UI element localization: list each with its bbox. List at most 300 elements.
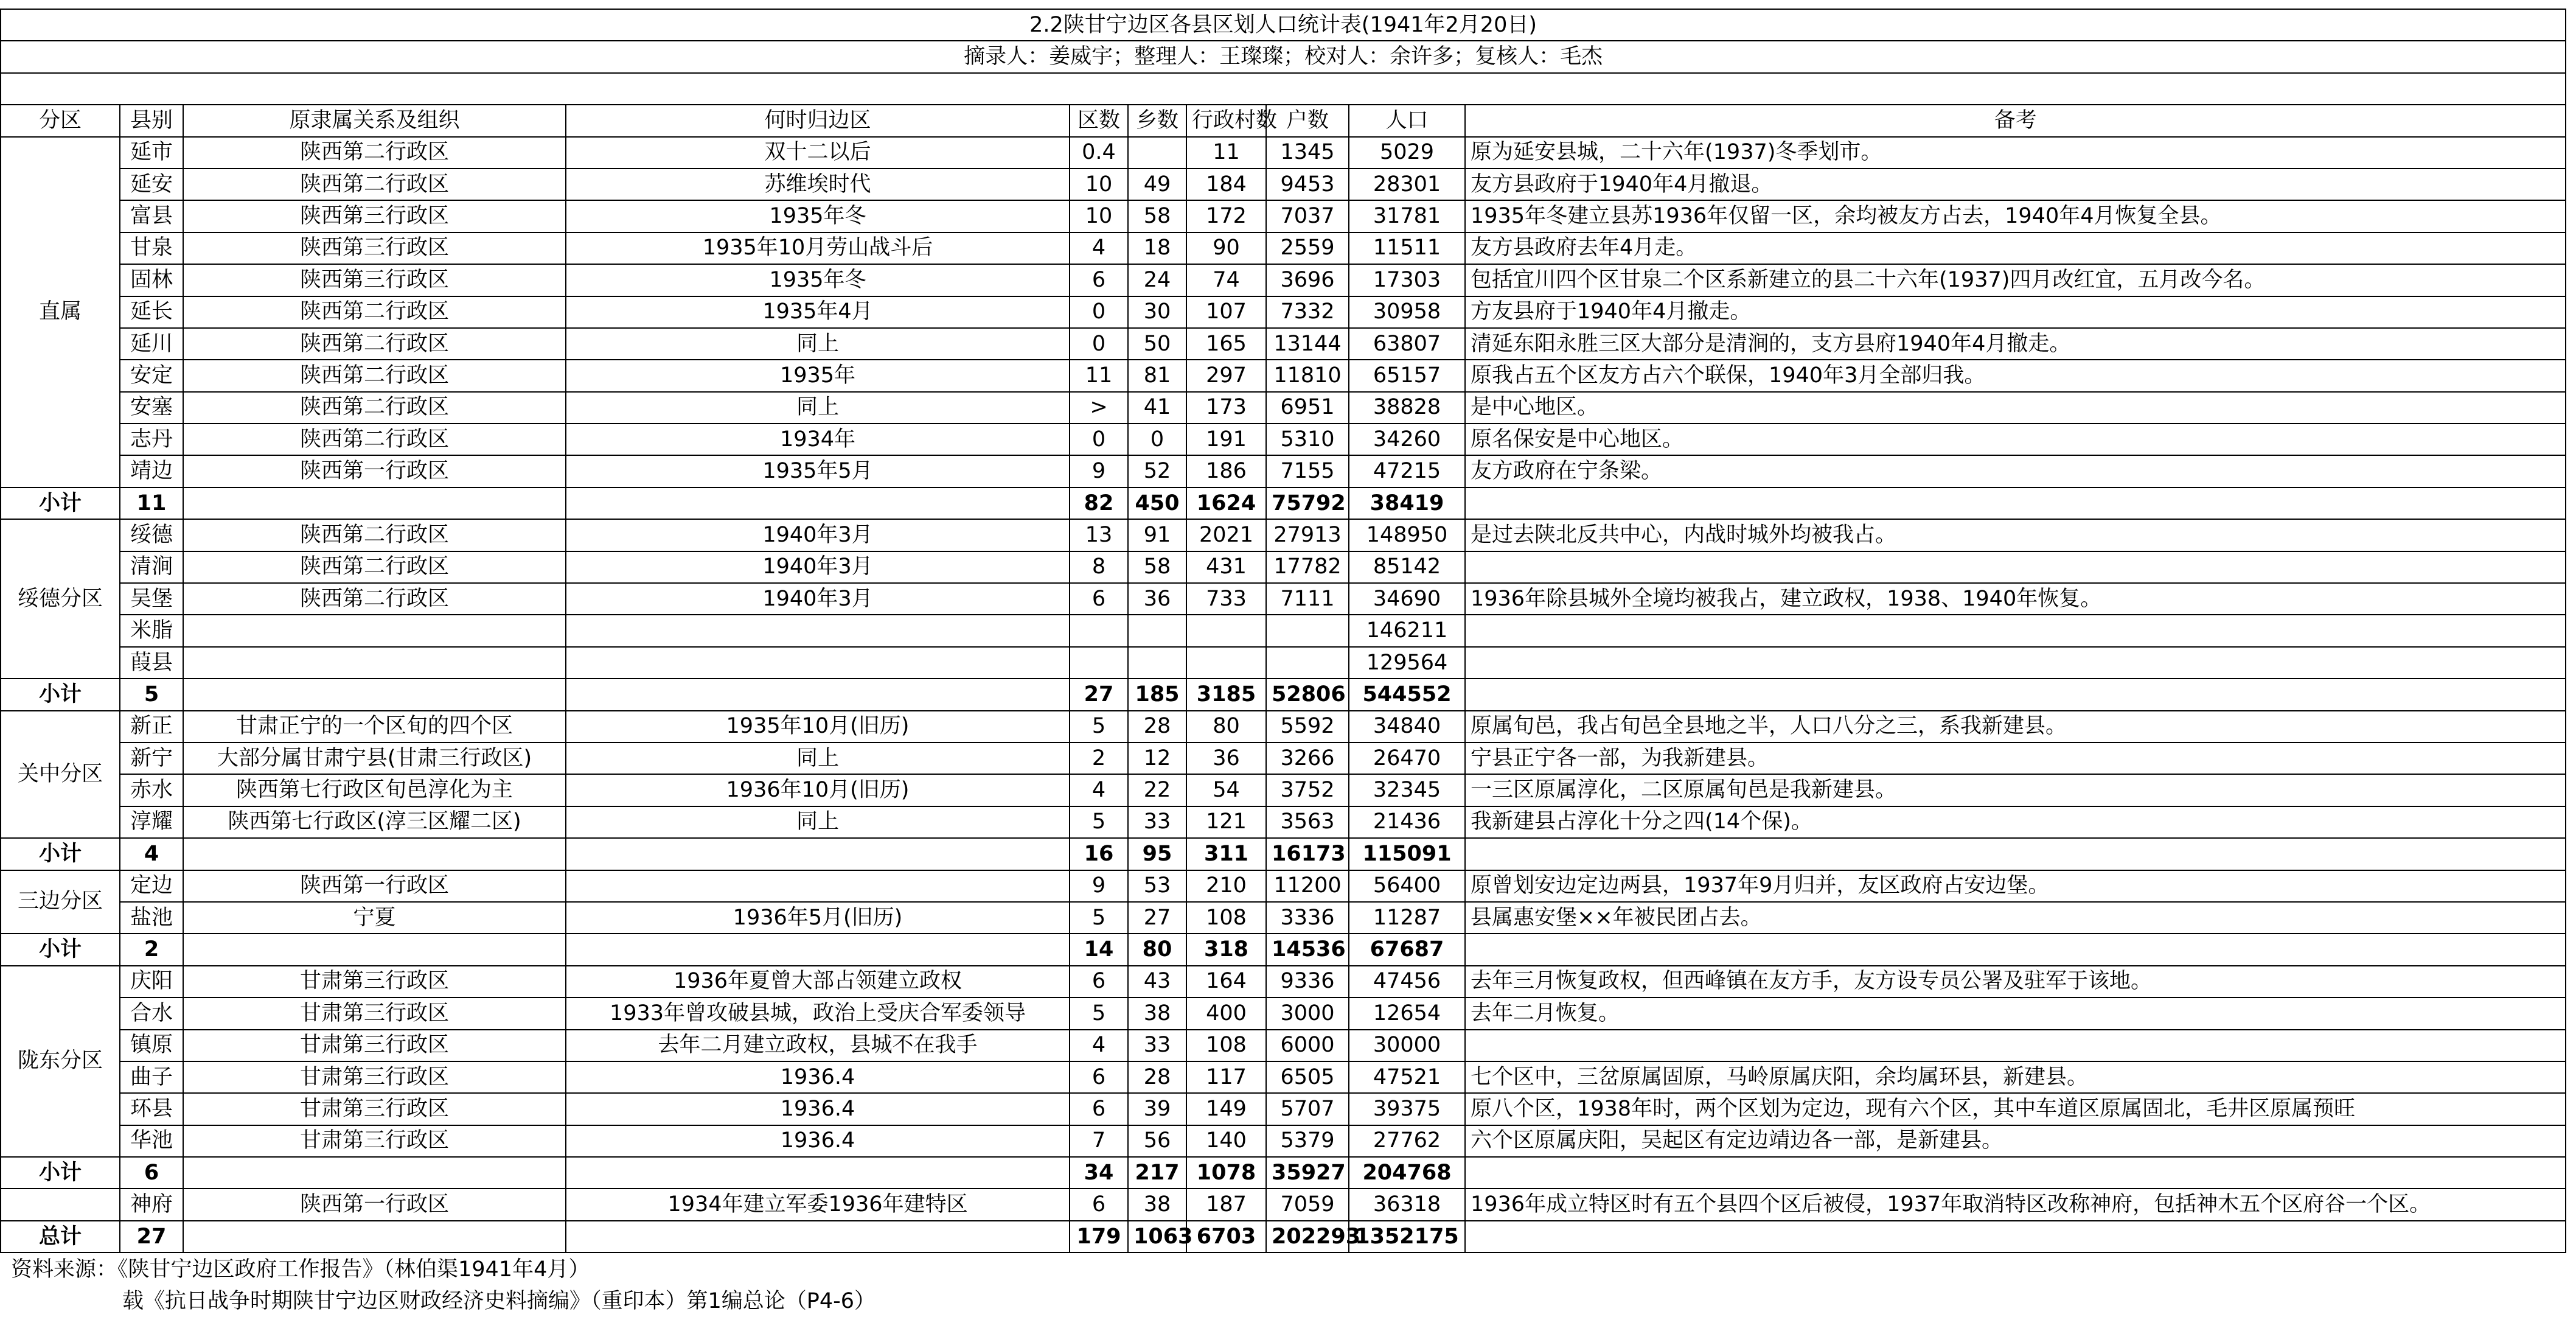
table-row — [1, 200, 2566, 232]
table-row — [1, 264, 2566, 296]
population-cell: 65157 — [1349, 360, 1465, 391]
townships-cell: 36 — [1128, 583, 1186, 615]
join-time-cell: 1935年10月(旧历) — [566, 711, 1070, 742]
districts-cell: 5 — [1070, 806, 1128, 838]
subtotal-value: 217 — [1128, 1157, 1186, 1189]
population-cell: 34690 — [1349, 583, 1465, 615]
county-cell: 固林 — [120, 264, 183, 296]
affiliation-cell: 甘肃第三行政区 — [183, 966, 566, 997]
affiliation-cell: 宁夏 — [183, 902, 566, 934]
households-cell: 13144 — [1266, 328, 1349, 360]
districts-cell: 7 — [1070, 1125, 1128, 1157]
subtotal-value: 38419 — [1349, 487, 1465, 519]
subtotal-county-count: 5 — [120, 679, 183, 710]
table-row — [1, 551, 2566, 583]
townships-cell — [1128, 647, 1186, 679]
townships-cell: 53 — [1128, 870, 1186, 902]
households-cell: 5592 — [1266, 711, 1349, 742]
households-cell: 6000 — [1266, 1030, 1349, 1061]
subtotal-value: 82 — [1070, 487, 1128, 519]
join-time-cell: 1936.4 — [566, 1125, 1070, 1157]
villages-cell: 297 — [1186, 360, 1266, 391]
join-time-cell: 1936年10月(旧历) — [566, 774, 1070, 806]
county-cell: 定边 — [120, 870, 183, 902]
join-time-cell: 1940年3月 — [566, 551, 1070, 583]
households-cell: 7155 — [1266, 455, 1349, 487]
villages-cell: 210 — [1186, 870, 1266, 902]
districts-cell: 0 — [1070, 424, 1128, 455]
subtotal-value: 75792 — [1266, 487, 1349, 519]
subtotal-value: 318 — [1186, 934, 1266, 965]
townships-cell: 30 — [1128, 296, 1186, 328]
districts-cell: 4 — [1070, 774, 1128, 806]
villages-cell: 187 — [1186, 1189, 1266, 1220]
table-row — [1, 711, 2566, 742]
districts-cell: 8 — [1070, 551, 1128, 583]
subtotal-value: 311 — [1186, 838, 1266, 870]
remarks-cell — [1465, 1030, 2566, 1061]
affiliation-cell: 陕西第二行政区 — [183, 583, 566, 615]
townships-cell: 39 — [1128, 1093, 1186, 1125]
remarks-cell: 是过去陕北反共中心，内战时城外均被我占。 — [1465, 519, 2566, 551]
townships-cell — [1128, 615, 1186, 646]
subtotal-value: 204768 — [1349, 1157, 1465, 1189]
county-cell: 安定 — [120, 360, 183, 391]
empty-cell — [566, 838, 1070, 870]
subtotal-value: 16173 — [1266, 838, 1349, 870]
districts-cell: 10 — [1070, 200, 1128, 232]
remarks-cell: 宁县正宁各一部，为我新建县。 — [1465, 742, 2566, 774]
affiliation-cell: 陕西第七行政区旬邑淳化为主 — [183, 774, 566, 806]
county-cell: 环县 — [120, 1093, 183, 1125]
households-cell: 7059 — [1266, 1189, 1349, 1220]
districts-cell: 0 — [1070, 296, 1128, 328]
villages-cell: 54 — [1186, 774, 1266, 806]
subtotal-label: 小计 — [1, 934, 120, 965]
empty-cell — [183, 679, 566, 710]
remarks-cell: 方友县府于1940年4月撤走。 — [1465, 296, 2566, 328]
col-header-county: 县别 — [120, 105, 183, 136]
county-cell: 清涧 — [120, 551, 183, 583]
county-cell: 延市 — [120, 137, 183, 169]
table-row — [1, 966, 2566, 997]
villages-cell: 107 — [1186, 296, 1266, 328]
county-cell: 淳耀 — [120, 806, 183, 838]
table-row — [1, 615, 2566, 646]
districts-cell: 5 — [1070, 711, 1128, 742]
join-time-cell: 1935年10月劳山战斗后 — [566, 232, 1070, 264]
households-cell: 9453 — [1266, 169, 1349, 200]
villages-cell: 172 — [1186, 200, 1266, 232]
population-cell: 47215 — [1349, 455, 1465, 487]
empty-cell — [566, 1157, 1070, 1189]
population-cell: 5029 — [1349, 137, 1465, 169]
join-time-cell: 苏维埃时代 — [566, 169, 1070, 200]
villages-cell: 400 — [1186, 997, 1266, 1029]
districts-cell: 9 — [1070, 455, 1128, 487]
villages-cell: 74 — [1186, 264, 1266, 296]
total-county-count: 27 — [120, 1221, 183, 1252]
districts-cell: 10 — [1070, 169, 1128, 200]
population-cell: 47456 — [1349, 966, 1465, 997]
population-cell: 27762 — [1349, 1125, 1465, 1157]
affiliation-cell: 甘肃正宁的一个区旬的四个区 — [183, 711, 566, 742]
total-value: 1352175 — [1349, 1221, 1465, 1252]
region-cell — [1, 1189, 120, 1220]
households-cell: 11810 — [1266, 360, 1349, 391]
townships-cell: 56 — [1128, 1125, 1186, 1157]
population-cell: 32345 — [1349, 774, 1465, 806]
townships-cell: 38 — [1128, 1189, 1186, 1220]
population-cell: 12654 — [1349, 997, 1465, 1029]
county-cell: 华池 — [120, 1125, 183, 1157]
villages-cell: 108 — [1186, 1030, 1266, 1061]
villages-cell: 164 — [1186, 966, 1266, 997]
join-time-cell: 1940年3月 — [566, 519, 1070, 551]
population-cell: 146211 — [1349, 615, 1465, 646]
join-time-cell: 1935年5月 — [566, 455, 1070, 487]
townships-cell: 91 — [1128, 519, 1186, 551]
county-cell: 富县 — [120, 200, 183, 232]
subtotal-value: 67687 — [1349, 934, 1465, 965]
subtotal-value: 14536 — [1266, 934, 1349, 965]
empty-cell — [1465, 487, 2566, 519]
villages-cell — [1186, 615, 1266, 646]
townships-cell: 52 — [1128, 455, 1186, 487]
affiliation-cell: 陕西第一行政区 — [183, 1189, 566, 1220]
remarks-cell — [1465, 647, 2566, 679]
townships-cell: 27 — [1128, 902, 1186, 934]
join-time-cell: 1934年 — [566, 424, 1070, 455]
households-cell: 27913 — [1266, 519, 1349, 551]
villages-cell: 108 — [1186, 902, 1266, 934]
districts-cell — [1070, 647, 1128, 679]
villages-cell: 117 — [1186, 1061, 1266, 1093]
table-row — [1, 296, 2566, 328]
join-time-cell: 1936年5月(旧历) — [566, 902, 1070, 934]
join-time-cell: 1933年曾攻破县城，政治上受庆合军委领导 — [566, 997, 1070, 1029]
subtotal-county-count: 11 — [120, 487, 183, 519]
county-cell: 米脂 — [120, 615, 183, 646]
county-cell: 葭县 — [120, 647, 183, 679]
population-cell: 28301 — [1349, 169, 1465, 200]
remarks-cell: 1936年除县城外全境均被我占，建立政权，1938、1940年恢复。 — [1465, 583, 2566, 615]
affiliation-cell: 陕西第三行政区 — [183, 232, 566, 264]
villages-cell: 191 — [1186, 424, 1266, 455]
subtotal-value: 95 — [1128, 838, 1186, 870]
population-cell: 36318 — [1349, 1189, 1465, 1220]
total-value: 6703 — [1186, 1221, 1266, 1252]
table-title: 2.2陕甘宁边区各县区划人口统计表(1941年2月20日) — [1, 9, 2566, 41]
table-row — [1, 169, 2566, 200]
county-cell: 绥德 — [120, 519, 183, 551]
county-cell: 庆阳 — [120, 966, 183, 997]
villages-cell: 149 — [1186, 1093, 1266, 1125]
townships-cell: 58 — [1128, 200, 1186, 232]
remarks-cell: 友方政府在宁条梁。 — [1465, 455, 2566, 487]
join-time-cell: 1935年4月 — [566, 296, 1070, 328]
subtotal-value: 27 — [1070, 679, 1128, 710]
affiliation-cell: 陕西第二行政区 — [183, 169, 566, 200]
subtotal-label: 小计 — [1, 1157, 120, 1189]
subtotal-value: 80 — [1128, 934, 1186, 965]
subtotal-value: 544552 — [1349, 679, 1465, 710]
subtotal-row — [1, 487, 2566, 519]
remarks-cell: 1935年冬建立县苏1936年仅留一区，余均被友方占去，1940年4月恢复全县。 — [1465, 200, 2566, 232]
subtotal-row — [1, 934, 2566, 965]
region-cell: 绥德分区 — [1, 519, 120, 679]
table-row — [1, 806, 2566, 838]
subtotal-label: 小计 — [1, 838, 120, 870]
county-cell: 曲子 — [120, 1061, 183, 1093]
districts-cell: 4 — [1070, 1030, 1128, 1061]
villages-cell: 36 — [1186, 742, 1266, 774]
households-cell: 17782 — [1266, 551, 1349, 583]
affiliation-cell: 陕西第二行政区 — [183, 137, 566, 169]
subtotal-row — [1, 838, 2566, 870]
districts-cell: 4 — [1070, 232, 1128, 264]
townships-cell: 18 — [1128, 232, 1186, 264]
join-time-cell — [566, 870, 1070, 902]
table-row — [1, 583, 2566, 615]
districts-cell: 5 — [1070, 997, 1128, 1029]
affiliation-cell: 陕西第二行政区 — [183, 424, 566, 455]
households-cell — [1266, 647, 1349, 679]
affiliation-cell: 甘肃第三行政区 — [183, 997, 566, 1029]
empty-cell — [183, 487, 566, 519]
subtotal-value: 16 — [1070, 838, 1128, 870]
districts-cell: 5 — [1070, 902, 1128, 934]
join-time-cell: 去年二月建立政权，县城不在我手 — [566, 1030, 1070, 1061]
county-cell: 新正 — [120, 711, 183, 742]
districts-cell: 6 — [1070, 264, 1128, 296]
table-row — [1, 1189, 2566, 1220]
affiliation-cell: 陕西第二行政区 — [183, 392, 566, 424]
remarks-cell: 原我占五个区友方占六个联保，1940年3月全部归我。 — [1465, 360, 2566, 391]
affiliation-cell: 陕西第一行政区 — [183, 870, 566, 902]
table-row — [1, 1030, 2566, 1061]
districts-cell: 6 — [1070, 583, 1128, 615]
county-cell: 新宁 — [120, 742, 183, 774]
join-time-cell: 同上 — [566, 392, 1070, 424]
credits-line: 摘录人：姜威宇；整理人：王璨璨；校对人：余许多；复核人：毛杰 — [1, 41, 2566, 72]
county-cell: 吴堡 — [120, 583, 183, 615]
affiliation-cell: 陕西第二行政区 — [183, 551, 566, 583]
affiliation-cell: 大部分属甘肃宁县(甘肃三行政区) — [183, 742, 566, 774]
remarks-cell: 原为延安县城，二十六年(1937)冬季划市。 — [1465, 137, 2566, 169]
table-row — [1, 360, 2566, 391]
villages-cell: 733 — [1186, 583, 1266, 615]
remarks-cell: 七个区中，三岔原属固原，马岭原属庆阳，余均属环县，新建县。 — [1465, 1061, 2566, 1093]
table-row — [1, 328, 2566, 360]
districts-cell: 11 — [1070, 360, 1128, 391]
villages-cell: 90 — [1186, 232, 1266, 264]
villages-cell: 121 — [1186, 806, 1266, 838]
townships-cell: 24 — [1128, 264, 1186, 296]
subtotal-value: 450 — [1128, 487, 1186, 519]
townships-cell: 38 — [1128, 997, 1186, 1029]
townships-cell: 81 — [1128, 360, 1186, 391]
townships-cell: 28 — [1128, 711, 1186, 742]
table-row — [1, 137, 2566, 169]
empty-cell — [183, 1221, 566, 1252]
table-row — [1, 424, 2566, 455]
townships-cell: 58 — [1128, 551, 1186, 583]
empty-cell — [566, 487, 1070, 519]
villages-cell: 165 — [1186, 328, 1266, 360]
affiliation-cell: 甘肃第三行政区 — [183, 1061, 566, 1093]
subtotal-label: 小计 — [1, 487, 120, 519]
affiliation-cell: 陕西第三行政区 — [183, 200, 566, 232]
table-row — [1, 1093, 2566, 1125]
population-cell: 47521 — [1349, 1061, 1465, 1093]
villages-cell: 186 — [1186, 455, 1266, 487]
county-cell: 延川 — [120, 328, 183, 360]
households-cell: 6505 — [1266, 1061, 1349, 1093]
population-cell: 34840 — [1349, 711, 1465, 742]
households-cell: 3563 — [1266, 806, 1349, 838]
households-cell: 3752 — [1266, 774, 1349, 806]
header-row — [1, 105, 2566, 136]
table-row — [1, 997, 2566, 1029]
population-cell: 21436 — [1349, 806, 1465, 838]
districts-cell: 13 — [1070, 519, 1128, 551]
affiliation-cell — [183, 647, 566, 679]
county-cell: 靖边 — [120, 455, 183, 487]
population-cell: 30000 — [1349, 1030, 1465, 1061]
col-header-join-time: 何时归边区 — [566, 105, 1070, 136]
table-row — [1, 1125, 2566, 1157]
county-cell: 甘泉 — [120, 232, 183, 264]
population-cell: 11287 — [1349, 902, 1465, 934]
villages-cell: 80 — [1186, 711, 1266, 742]
affiliation-cell: 甘肃第三行政区 — [183, 1093, 566, 1125]
population-cell: 85142 — [1349, 551, 1465, 583]
empty-cell — [1465, 838, 2566, 870]
remarks-cell: 去年二月恢复。 — [1465, 997, 2566, 1029]
villages-cell: 431 — [1186, 551, 1266, 583]
join-time-cell: 1934年建立军委1936年建特区 — [566, 1189, 1070, 1220]
remarks-cell: 原名保安是中心地区。 — [1465, 424, 2566, 455]
remarks-cell: 清延东阳永胜三区大部分是清涧的，支方县府1940年4月撤走。 — [1465, 328, 2566, 360]
subtotal-county-count: 2 — [120, 934, 183, 965]
source-line-2: 载《抗日战争时期陕甘宁边区财政经济史料摘编》（重印本）第1编总论（P4-6） — [122, 1289, 876, 1313]
population-cell: 26470 — [1349, 742, 1465, 774]
county-cell: 赤水 — [120, 774, 183, 806]
subtotal-value: 1624 — [1186, 487, 1266, 519]
table-row — [1, 232, 2566, 264]
col-header-remarks: 备考 — [1465, 105, 2566, 136]
villages-cell: 140 — [1186, 1125, 1266, 1157]
affiliation-cell: 陕西第一行政区 — [183, 455, 566, 487]
join-time-cell: 同上 — [566, 742, 1070, 774]
table-row — [1, 1061, 2566, 1093]
empty-cell — [183, 838, 566, 870]
table-row — [1, 902, 2566, 934]
townships-cell: 43 — [1128, 966, 1186, 997]
districts-cell: 0.4 — [1070, 137, 1128, 169]
county-cell: 延长 — [120, 296, 183, 328]
districts-cell: 6 — [1070, 966, 1128, 997]
remarks-cell: 原属旬邑，我占旬邑全县地之半，人口八分之三，系我新建县。 — [1465, 711, 2566, 742]
col-header-population: 人口 — [1349, 105, 1465, 136]
source-notes — [11, 1254, 875, 1317]
population-table — [0, 9, 2566, 1253]
col-header-affiliation: 原隶属关系及组织 — [183, 105, 566, 136]
join-time-cell: 1935年冬 — [566, 200, 1070, 232]
remarks-cell: 去年三月恢复政权，但西峰镇在友方手，友方设专员公署及驻军于该地。 — [1465, 966, 2566, 997]
households-cell: 5310 — [1266, 424, 1349, 455]
table-row — [1, 519, 2566, 551]
households-cell: 3696 — [1266, 264, 1349, 296]
join-time-cell: 双十二以后 — [566, 137, 1070, 169]
remarks-cell: 包括宜川四个区甘泉二个区系新建立的县二十六年(1937)四月改红宜，五月改今名。 — [1465, 264, 2566, 296]
villages-cell: 11 — [1186, 137, 1266, 169]
population-cell: 38828 — [1349, 392, 1465, 424]
townships-cell: 0 — [1128, 424, 1186, 455]
county-cell: 神府 — [120, 1189, 183, 1220]
col-header-households: 户数 — [1266, 105, 1349, 136]
households-cell: 2559 — [1266, 232, 1349, 264]
districts-cell: 2 — [1070, 742, 1128, 774]
subtotal-value: 35927 — [1266, 1157, 1349, 1189]
subtotal-value: 3185 — [1186, 679, 1266, 710]
region-cell: 三边分区 — [1, 870, 120, 934]
townships-cell: 41 — [1128, 392, 1186, 424]
blank-row — [1, 73, 2566, 105]
townships-cell — [1128, 137, 1186, 169]
col-header-townships: 乡数 — [1128, 105, 1186, 136]
villages-cell: 184 — [1186, 169, 1266, 200]
subtotal-value: 52806 — [1266, 679, 1349, 710]
households-cell: 5707 — [1266, 1093, 1349, 1125]
districts-cell: 6 — [1070, 1093, 1128, 1125]
districts-cell: > — [1070, 392, 1128, 424]
remarks-cell — [1465, 551, 2566, 583]
county-cell: 合水 — [120, 997, 183, 1029]
subtotal-label: 小计 — [1, 679, 120, 710]
households-cell: 6951 — [1266, 392, 1349, 424]
population-cell: 31781 — [1349, 200, 1465, 232]
households-cell: 7332 — [1266, 296, 1349, 328]
county-cell: 镇原 — [120, 1030, 183, 1061]
remarks-cell: 一三区原属淳化，二区原属旬邑是我新建县。 — [1465, 774, 2566, 806]
townships-cell: 22 — [1128, 774, 1186, 806]
population-cell: 11511 — [1349, 232, 1465, 264]
table-row — [1, 647, 2566, 679]
total-value: 179 — [1070, 1221, 1128, 1252]
households-cell: 3336 — [1266, 902, 1349, 934]
region-cell: 关中分区 — [1, 711, 120, 839]
villages-cell: 2021 — [1186, 519, 1266, 551]
source-line-1: 资料来源：《陕甘宁边区政府工作报告》（林伯渠1941年4月） — [11, 1257, 590, 1282]
households-cell: 5379 — [1266, 1125, 1349, 1157]
villages-cell — [1186, 647, 1266, 679]
townships-cell: 28 — [1128, 1061, 1186, 1093]
total-row — [1, 1221, 2566, 1252]
region-cell: 直属 — [1, 137, 120, 487]
affiliation-cell: 甘肃第三行政区 — [183, 1030, 566, 1061]
population-cell: 148950 — [1349, 519, 1465, 551]
total-value: 202293 — [1266, 1221, 1349, 1252]
affiliation-cell: 陕西第二行政区 — [183, 296, 566, 328]
table-row — [1, 455, 2566, 487]
join-time-cell: 1936年夏曾大部占领建立政权 — [566, 966, 1070, 997]
affiliation-cell — [183, 615, 566, 646]
join-time-cell: 1940年3月 — [566, 583, 1070, 615]
population-cell: 56400 — [1349, 870, 1465, 902]
households-cell: 3000 — [1266, 997, 1349, 1029]
